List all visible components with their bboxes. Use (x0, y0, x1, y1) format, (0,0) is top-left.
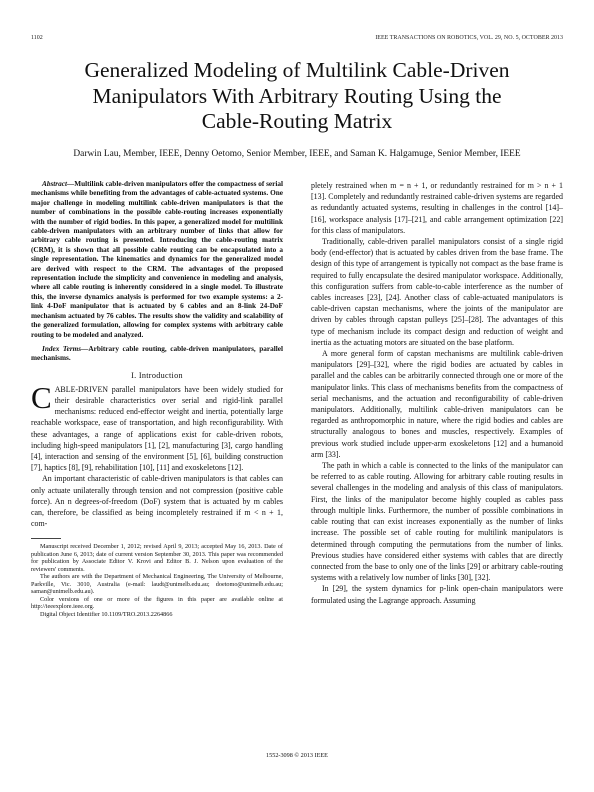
abstract (31, 180, 283, 340)
intro-text: ABLE-DRIVEN parallel manipulators have been widely studied for their desirable characteristics over serial and rigid-link parallel mechanisms: reduced end-effector weight and inertia, potentially large reachable workspace, ease of transportation, and high reconfigurability. With these advantages, a range of applications exist for cable-driven robots, including high-speed manipulators [1], [2], manufacturing [3], cargo handling [4], interaction and sensing of the environment [5], [6], building construction [7], haptics [8], [9], rehabilitation [10], [11] and exoskeletons [12]. (31, 384, 283, 473)
footnote-rule (31, 538, 61, 539)
index-terms (31, 345, 283, 364)
footnote-doi: Digital Object Identifier 10.1109/TRO.2013.2264866 (40, 610, 173, 618)
index-terms-text: Arbitrary cable routing, cable-driven manipulators, parallel mechanisms. (31, 344, 284, 363)
title-line: Generalized Modeling of Multilink Cable-Driven (84, 58, 510, 82)
intro-paragraph-2: An important characteristic of cable-driven manipulators is that cables can only actuate unilaterally through tension and not compression (positive cable force). An n degrees-of-freedom (DoF) system that is actuated by m cables can, therefore, be classified as being incompletely restrained if m < n + 1, com- (31, 474, 283, 529)
copyright-footer: 1552-3098 © 2013 IEEE (266, 752, 328, 759)
section-heading: I. Introduction (131, 370, 183, 380)
footnote-color: Color versions of one or more of the figures in this paper are available online at http://ieeexplore.ieee.org. (31, 595, 283, 611)
abstract-label: Abstract— (42, 180, 75, 188)
body-paragraph: Traditionally, cable-driven parallel manipulators consist of a single rigid body (end-effector) that is actuated by cables driven from the base frame. The design of this type of arrangement is typically not compact as the base frame is required to fully encapsulate the desired manipulator workspace. Additionally, this configuration suffers from cable-to-cable interference as the number of cables increases [23], [24]. Another class of cable-actuated manipulators is cable-driven capstan mechanisms, where the joints of the manipulator are driven by cables through capstan pulleys [25]–[28]. The advantages of this type of mechanism include its compact design and reduction of weight and inertia as the actuating motors are situated on the base platform. (311, 237, 563, 347)
intro-paragraph (31, 379, 283, 474)
body-paragraph: The path in which a cable is connected to the links of the manipulator can be referred to as cable routing. Allowing for arbitrary cable routing results in several challenges in the modeling and analysis of this class of manipulators. First, the links of the manipulator become highly coupled as cables pass through multiple links. Furthermore, the number of possible combinations in cable routing that can exist increases exponentially as the number of links increase. The possible set of cable routing for multilink manipulators is determined through computing the permutations from the number of links. Previous studies have considered either systems with cables that are directly connected from the base to only one of the links [29] or arbitrary cable-routing systems with a relatively low number of links [30], [32]. (311, 461, 563, 583)
title-line: Manipulators With Arbitrary Routing Using the (92, 83, 502, 108)
left-column (31, 180, 283, 618)
paper-title (40, 58, 554, 135)
page-number: 1102 (31, 35, 43, 41)
drop-cap: C (31, 379, 52, 415)
body-paragraph: In [29], the system dynamics for p-link open-chain manipulators were formulated using the Lagrange approach. Assuming (311, 584, 563, 605)
body-paragraph: pletely restrained when m = n + 1, or redundantly restrained for m > n + 1 [13]. Completely and redundantly restrained cable-driven systems are regarded as redundantly actuated systems, resulting in challenges in the control [14]–[16], workspace analysis [17]–[21], and cable arrangement optimization [22] for this class of manipulators. (311, 181, 563, 235)
abstract-text: Multilink cable-driven manipulators offer the compactness of serial mechanisms while benefiting from the advantages of cable-actuated systems. One major challenge in modeling multilink cable-driven manipulators is that the number of combinations in the possible cable-routing increases exponentially with the number of rigid bodies. In this paper, a generalized model for multilink cable-driven manipulators with an arbitrary number of links that allow for arbitrary cable routing is presented. Introducing the cable-routing matrix (CRM), it is shown that all possible cable routing can be encapsulated into a single representation. The kinematics and dynamics for the generalized model are derived with respect to the CRM. The advantages of the proposed representation include the simplicity and convenience in modeling and analysis, where all cable routing is inherently considered in a single model. To illustrate this, the inverse dynamics analysis is performed for two example systems: a 2-link 4-DoF manipulator that is actuated by 6 cables and an 8-link 24-DoF mechanism actuated by 76 cables. The results show the validity and scalability of the generalized formulation, allowing for complex systems with arbitrary cable routing to be modeled and analyzed. (31, 180, 283, 339)
footnote-affiliation: The authors are with the Department of Mechanical Engineering, The University of Melbourne, Parkville, Vic. 3010, Australia (e-mail: laudt@unimelb.edu.au; doetomo@unimelb.edu.au; saman@unimelb.edu.au). (31, 573, 283, 596)
body-paragraph: A more general form of capstan mechanisms are multilink cable-driven manipulators [29]–[32], where the rigid bodies are actuated by cables in parallel and the cables can be arbitrarily connected through one or more of the manipulator links. This class of mechanisms benefits from the compactness of serial mechanisms, and the actuation and reconfigurability of cable-driven manipulators. Additionally, multilink cable-driven manipulators can be regarded as anthropomorphic in nature, where the rigid bodies and cables are structurally analogous to bones and muscles, respectively. Examples of previous work studied include upper-arm exoskeletons [12] and a humanoid arm [33]. (311, 349, 563, 459)
author-list: Darwin Lau, Member, IEEE, Denny Oetomo, Senior Member, IEEE, and Saman K. Halgamuge, Senior Member, IEEE (73, 149, 521, 159)
journal-header: IEEE TRANSACTIONS ON ROBOTICS, VOL. 29, NO. 5, OCTOBER 2013 (375, 35, 563, 41)
right-column (311, 180, 563, 606)
footnote-manuscript: Manuscript received December 1, 2012; revised April 9, 2013; accepted May 16, 2013. Date of publication June 6, 2013; date of current version September 30, 2013. This paper was recommended for publication by Associate Editor V. Krovi and Editor B. J. Nelson upon evaluation of the reviewers' comments. (31, 543, 283, 573)
title-line: Cable-Routing Matrix (201, 109, 393, 133)
index-terms-label: Index Terms— (42, 344, 89, 353)
